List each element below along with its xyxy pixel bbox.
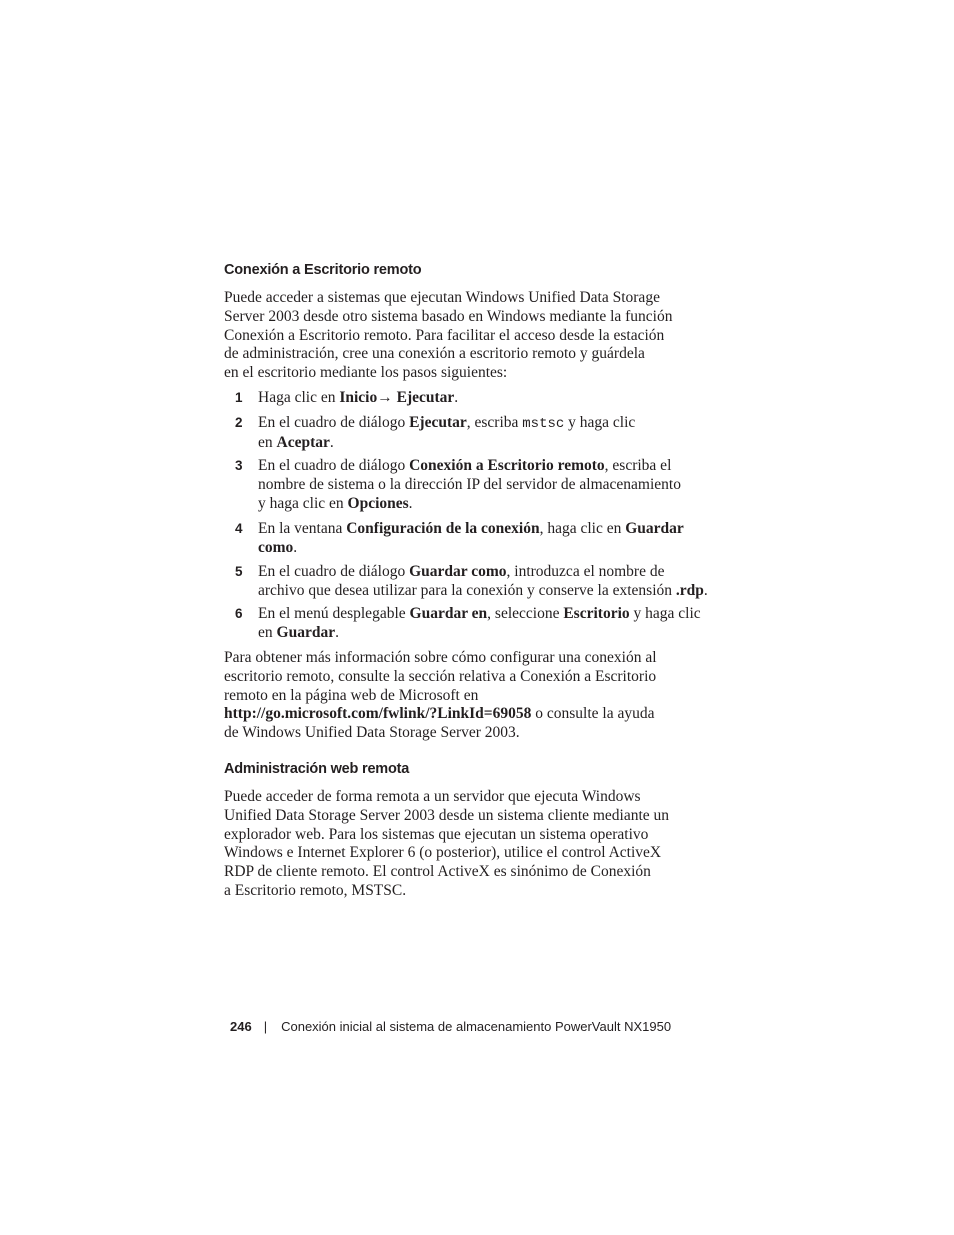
ui-term-aceptar: Aceptar bbox=[276, 433, 330, 451]
page-number: 246 bbox=[230, 1019, 252, 1034]
text: . bbox=[329, 433, 334, 451]
text: . bbox=[335, 623, 339, 641]
step-number: 5 bbox=[235, 564, 243, 579]
ui-term-conexion-escritorio-remoto: Conexión a Escritorio remoto bbox=[409, 457, 605, 474]
footer-separator: | bbox=[263, 1019, 268, 1034]
ui-term-inicio-ejecutar: Inicio→ Ejecutar bbox=[339, 389, 455, 406]
text-line: Unified Data Storage Server 2003 desde un sistema cliente mediante un bbox=[224, 806, 670, 824]
step-number: 1 bbox=[235, 390, 243, 405]
text: En el cuadro de diálogo bbox=[258, 414, 410, 431]
text-line: Conexión a Escritorio remoto. Para facilitar el acceso desde la estación bbox=[224, 326, 665, 344]
text: En el cuadro de diálogo bbox=[258, 457, 410, 474]
text-line: explorador web. Para los sistemas que ejecutan un sistema operativo bbox=[224, 825, 649, 843]
text: . bbox=[703, 581, 708, 599]
command-code: mstsc bbox=[522, 416, 565, 432]
text: En el menú desplegable bbox=[258, 605, 410, 622]
text: En la ventana bbox=[258, 520, 347, 537]
text: , seleccione bbox=[487, 605, 564, 622]
text: . bbox=[293, 538, 298, 556]
step-number: 3 bbox=[235, 458, 243, 473]
step-number: 2 bbox=[235, 415, 243, 430]
text-line: RDP de cliente remoto. El control ActiveX es sinónimo de Conexión bbox=[224, 863, 651, 881]
ui-term-configuracion-conexion: Configuración de la conexión bbox=[346, 520, 540, 537]
text: Haga clic en bbox=[258, 389, 340, 406]
text: . bbox=[454, 389, 459, 406]
ui-term-guardar-en: Guardar en bbox=[409, 605, 488, 622]
text-line: Puede acceder a sistemas que ejecutan Windows Unified Data Storage bbox=[224, 289, 660, 306]
text: y haga clic bbox=[629, 605, 701, 622]
text: , escriba bbox=[466, 414, 523, 431]
file-extension: .rdp bbox=[675, 581, 704, 599]
text-line: escritorio remoto, consulte la sección relativa a Conexión a Escritorio bbox=[224, 667, 657, 685]
text-line: Puede acceder de forma remota a un servidor que ejecuta Windows bbox=[224, 788, 641, 805]
ui-term-como: como bbox=[258, 538, 294, 556]
step-text bbox=[258, 520, 718, 558]
ui-term-guardar: Guardar bbox=[625, 520, 684, 537]
text: y haga clic en bbox=[258, 494, 348, 512]
text-line: en el escritorio mediante los pasos siguientes: bbox=[224, 364, 508, 382]
ui-term-escritorio: Escritorio bbox=[563, 605, 630, 622]
text: , escriba el bbox=[604, 457, 672, 474]
more-info-paragraph bbox=[224, 649, 704, 743]
text-line: de administración, cree una conexión a escritorio remoto y guárdela bbox=[224, 345, 645, 363]
text: o consulte la ayuda bbox=[531, 705, 655, 723]
text: archivo que desea utilizar para la conexión y conserve la extensión bbox=[258, 581, 676, 599]
text-line: Para obtener más información sobre cómo configurar una conexión al bbox=[224, 649, 657, 666]
step-number: 4 bbox=[235, 521, 243, 536]
web-admin-paragraph bbox=[224, 788, 704, 901]
text: En el cuadro de diálogo bbox=[258, 563, 410, 580]
text: , haga clic en bbox=[539, 520, 626, 537]
text-line: de Windows Unified Data Storage Server 2003. bbox=[224, 724, 520, 742]
ui-term-ejecutar: Ejecutar bbox=[409, 414, 467, 431]
intro-paragraph bbox=[224, 289, 704, 383]
footer-title: Conexión inicial al sistema de almacenamiento PowerVault NX1950 bbox=[281, 1019, 672, 1034]
microsoft-link[interactable]: http://go.microsoft.com/fwlink/?LinkId=69058 bbox=[224, 705, 532, 723]
step-number: 6 bbox=[235, 606, 243, 621]
text: , introduzca el nombre de bbox=[506, 563, 665, 580]
page-footer bbox=[230, 1019, 671, 1034]
text-line: Server 2003 desde otro sistema basado en Windows mediante la función bbox=[224, 307, 673, 325]
text-line: nombre de sistema o la dirección IP del servidor de almacenamiento bbox=[258, 475, 681, 493]
text: y haga clic bbox=[564, 414, 636, 431]
step-text bbox=[258, 414, 718, 453]
ui-term-guardar-como: Guardar como bbox=[409, 563, 507, 580]
step-text bbox=[258, 563, 718, 601]
text: en bbox=[258, 433, 277, 451]
text-line: Windows e Internet Explorer 6 (o posterior), utilice el control ActiveX bbox=[224, 844, 662, 862]
step-text bbox=[258, 389, 718, 408]
text: . bbox=[408, 494, 413, 512]
step-text bbox=[258, 605, 718, 643]
ui-term-opciones: Opciones bbox=[347, 494, 409, 512]
text-line: a Escritorio remoto, MSTSC. bbox=[224, 881, 407, 899]
text-line: remoto en la página web de Microsoft en bbox=[224, 686, 479, 704]
ui-term-guardar: Guardar bbox=[276, 623, 336, 641]
step-text bbox=[258, 457, 718, 513]
section-heading-remote-desktop: Conexión a Escritorio remoto bbox=[224, 262, 422, 278]
text: en bbox=[258, 623, 277, 641]
section-heading-web-admin: Administración web remota bbox=[224, 761, 410, 777]
